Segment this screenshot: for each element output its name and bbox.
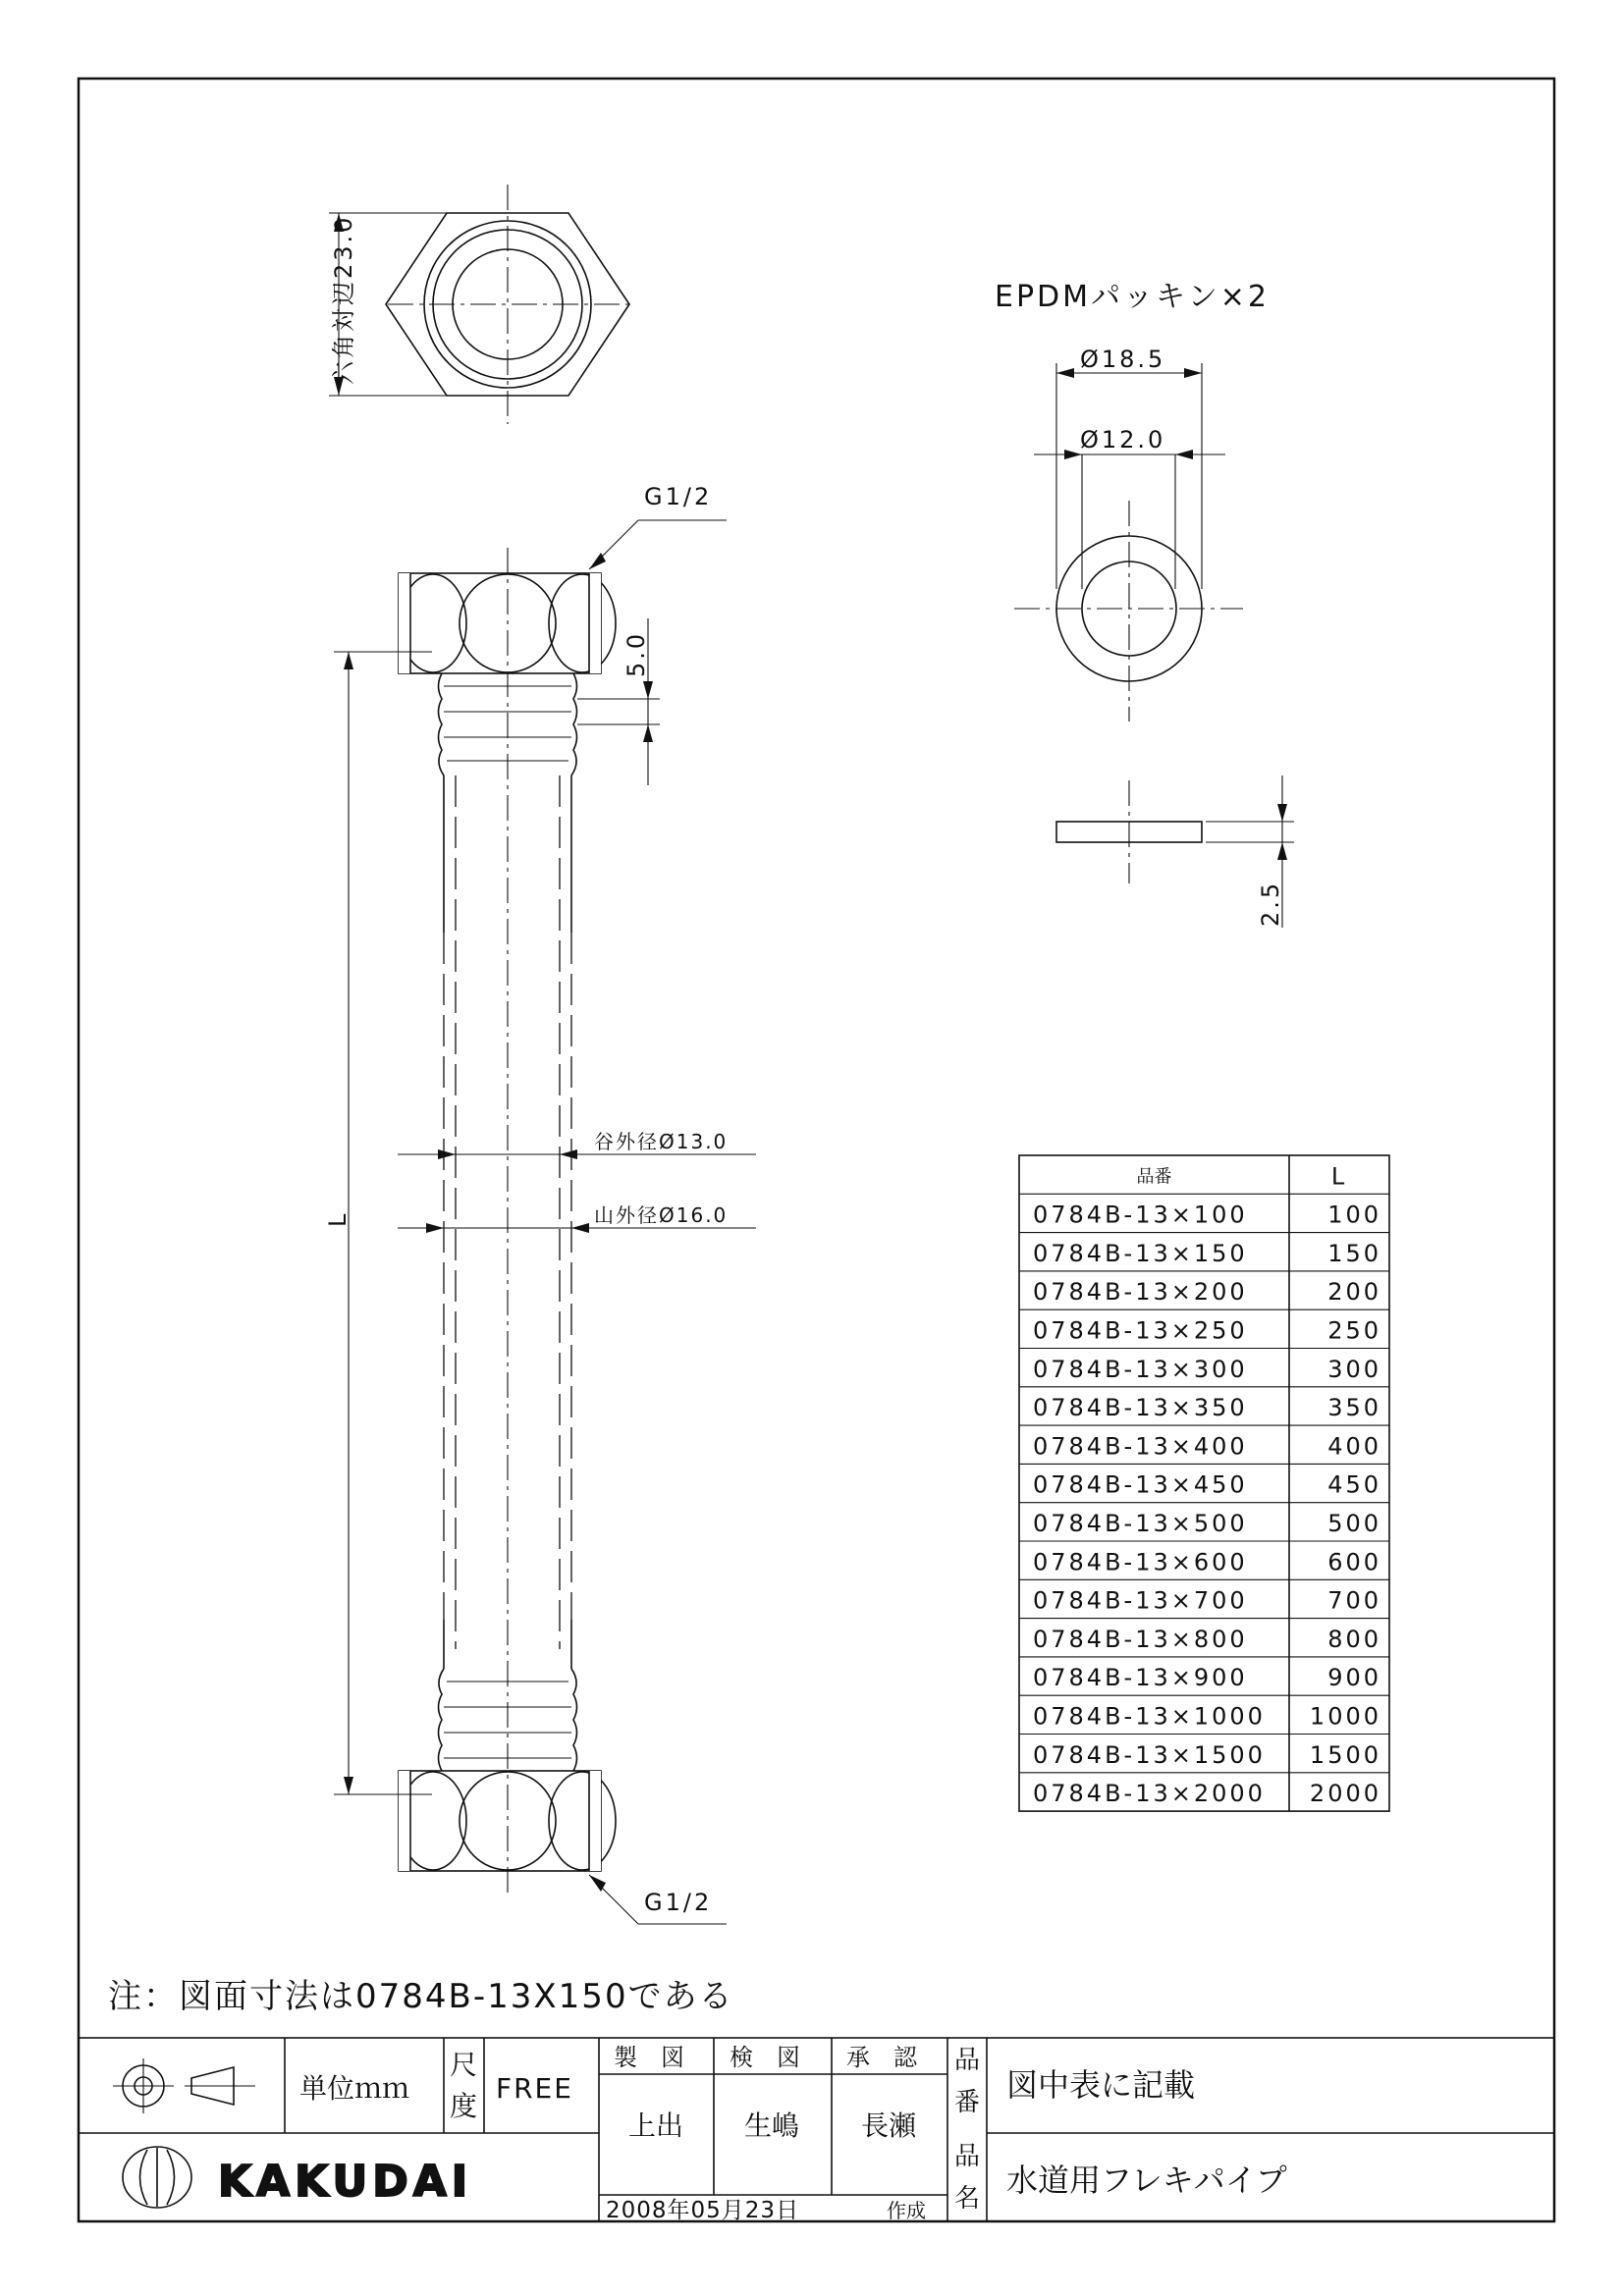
gasket-views bbox=[995, 280, 1294, 928]
approved-label: 承 認 bbox=[846, 2044, 917, 2071]
drawing-note: 注：図面寸法は0784B-13X150である bbox=[108, 1977, 734, 2016]
pitch-dim: 5.0 bbox=[622, 630, 650, 677]
table-cell-length: 150 bbox=[1327, 1239, 1381, 1267]
table-cell-length: 100 bbox=[1327, 1201, 1381, 1229]
gasket-title: EPDMパッキン×2 bbox=[995, 280, 1270, 314]
hex-across-flats-label: 六角対辺23.0 bbox=[330, 214, 357, 385]
thread-top-label: G1/2 bbox=[644, 483, 713, 510]
projection-symbol-icon bbox=[113, 2058, 255, 2113]
drawing-border bbox=[79, 79, 1554, 2221]
brand-name: KAKUDAI bbox=[218, 2157, 473, 2207]
creation-date: 2008年05月23日 bbox=[606, 2198, 800, 2223]
parts-table bbox=[1019, 1155, 1389, 1811]
table-cell-part-no: 0784B-13×200 bbox=[1033, 1278, 1248, 1307]
thread-bottom-label: G1/2 bbox=[644, 1889, 713, 1916]
table-cell-length: 2000 bbox=[1309, 1780, 1381, 1808]
scale-label-1: 尺 bbox=[450, 2049, 478, 2081]
table-cell-part-no: 0784B-13×500 bbox=[1033, 1510, 1248, 1537]
table-header-length: L bbox=[1330, 1162, 1348, 1191]
pipe-side-view bbox=[324, 483, 756, 1924]
table-cell-part-no: 0784B-13×1000 bbox=[1033, 1702, 1266, 1731]
drawn-label: 製 図 bbox=[614, 2044, 684, 2071]
table-cell-length: 800 bbox=[1327, 1625, 1381, 1653]
product-name: 水道用フレキパイプ bbox=[1006, 2162, 1287, 2199]
table-cell-length: 1000 bbox=[1309, 1702, 1381, 1731]
table-cell-length: 350 bbox=[1327, 1394, 1381, 1422]
table-cell-part-no: 0784B-13×250 bbox=[1033, 1316, 1248, 1345]
length-label: L bbox=[324, 1210, 352, 1227]
peak-diameter-dim: 山外径Ø16.0 bbox=[594, 1203, 729, 1227]
scale-value: FREE bbox=[496, 2072, 573, 2105]
table-cell-part-no: 0784B-13×150 bbox=[1033, 1239, 1248, 1267]
table-header-part-no: 品番 bbox=[1136, 1166, 1172, 1188]
table-cell-length: 500 bbox=[1327, 1510, 1381, 1537]
table-cell-part-no: 0784B-13×1500 bbox=[1033, 1740, 1266, 1769]
table-cell-length: 200 bbox=[1327, 1278, 1381, 1307]
part-no-label-1: 品 bbox=[954, 2046, 981, 2075]
part-number-value: 図中表に記載 bbox=[1006, 2066, 1196, 2104]
table-cell-part-no: 0784B-13×300 bbox=[1033, 1355, 1248, 1383]
scale-label-2: 度 bbox=[450, 2090, 478, 2122]
table-cell-part-no: 0784B-13×800 bbox=[1033, 1625, 1248, 1653]
table-cell-length: 900 bbox=[1327, 1664, 1381, 1692]
table-cell-length: 700 bbox=[1327, 1586, 1381, 1615]
table-cell-length: 300 bbox=[1327, 1355, 1381, 1383]
table-cell-length: 1500 bbox=[1309, 1740, 1381, 1769]
table-cell-part-no: 0784B-13×700 bbox=[1033, 1586, 1248, 1615]
drawn-by: 上出 bbox=[628, 2109, 684, 2142]
checked-label: 検 図 bbox=[730, 2044, 800, 2071]
table-cell-part-no: 0784B-13×350 bbox=[1033, 1394, 1248, 1422]
table-cell-part-no: 0784B-13×100 bbox=[1033, 1201, 1248, 1229]
table-cell-part-no: 0784B-13×400 bbox=[1033, 1432, 1248, 1461]
valley-diameter-dim: 谷外径Ø13.0 bbox=[594, 1130, 729, 1153]
table-cell-part-no: 0784B-13×600 bbox=[1033, 1548, 1248, 1576]
created-label: 作成 bbox=[887, 2199, 926, 2222]
approved-by: 長瀬 bbox=[861, 2109, 917, 2142]
gasket-thickness-dim: 2.5 bbox=[1257, 880, 1284, 927]
table-cell-length: 600 bbox=[1327, 1548, 1381, 1576]
part-no-label-2: 番 bbox=[954, 2088, 981, 2117]
kakudai-logo bbox=[123, 2147, 472, 2208]
table-cell-part-no: 0784B-13×900 bbox=[1033, 1664, 1248, 1692]
name-label-1: 品 bbox=[954, 2142, 981, 2171]
title-block bbox=[79, 2038, 1554, 2223]
table-cell-length: 250 bbox=[1327, 1316, 1381, 1345]
hex-end-view bbox=[329, 185, 629, 424]
gasket-inner-dim: Ø12.0 bbox=[1080, 426, 1166, 454]
checked-by: 生嶋 bbox=[744, 2109, 800, 2142]
table-cell-part-no: 0784B-13×2000 bbox=[1033, 1780, 1266, 1808]
unit-label: 単位ｍｍ bbox=[299, 2072, 410, 2105]
table-cell-length: 450 bbox=[1327, 1470, 1381, 1499]
gasket-outer-dim: Ø18.5 bbox=[1080, 346, 1166, 373]
table-cell-length: 400 bbox=[1327, 1432, 1381, 1461]
name-label-2: 名 bbox=[954, 2184, 981, 2214]
table-cell-part-no: 0784B-13×450 bbox=[1033, 1470, 1248, 1499]
